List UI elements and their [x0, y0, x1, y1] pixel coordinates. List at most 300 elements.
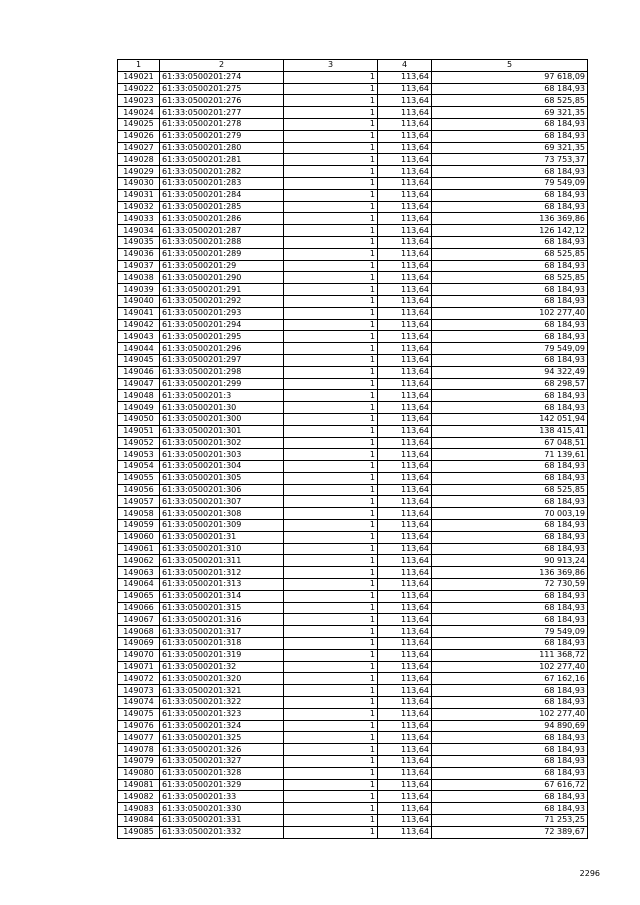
table-row	[118, 378, 588, 390]
row-number-cell: 149042	[118, 319, 160, 331]
count-cell: 1	[284, 437, 378, 449]
column-header-1: 1	[118, 60, 160, 72]
value-cell: 68 184,93	[432, 201, 588, 213]
table-row	[118, 83, 588, 95]
table-row	[118, 213, 588, 225]
row-number-cell: 149078	[118, 744, 160, 756]
row-number-cell: 149072	[118, 673, 160, 685]
value-cell: 79 549,09	[432, 177, 588, 189]
table-row	[118, 449, 588, 461]
value-cell: 68 184,93	[432, 319, 588, 331]
count-cell: 1	[284, 531, 378, 543]
count-cell: 1	[284, 815, 378, 827]
row-number-cell: 149052	[118, 437, 160, 449]
table-row	[118, 142, 588, 154]
rate-cell: 113,64	[378, 708, 432, 720]
row-number-cell: 149080	[118, 767, 160, 779]
table-row	[118, 154, 588, 166]
cadastral-number-cell: 61:33:0500201:286	[160, 213, 284, 225]
cadastral-number-cell: 61:33:0500201:332	[160, 826, 284, 838]
rate-cell: 113,64	[378, 366, 432, 378]
value-cell: 68 184,93	[432, 130, 588, 142]
rate-cell: 113,64	[378, 402, 432, 414]
rate-cell: 113,64	[378, 649, 432, 661]
cadastral-number-cell: 61:33:0500201:279	[160, 130, 284, 142]
table-row	[118, 319, 588, 331]
rate-cell: 113,64	[378, 248, 432, 260]
row-number-cell: 149021	[118, 71, 160, 83]
row-number-cell: 149076	[118, 720, 160, 732]
row-number-cell: 149073	[118, 685, 160, 697]
rate-cell: 113,64	[378, 71, 432, 83]
value-cell: 70 003,19	[432, 508, 588, 520]
count-cell: 1	[284, 248, 378, 260]
rate-cell: 113,64	[378, 590, 432, 602]
table-row	[118, 520, 588, 532]
rate-cell: 113,64	[378, 83, 432, 95]
count-cell: 1	[284, 720, 378, 732]
table-row	[118, 472, 588, 484]
cadastral-number-cell: 61:33:0500201:319	[160, 649, 284, 661]
cadastral-number-cell: 61:33:0500201:315	[160, 602, 284, 614]
value-cell: 68 184,93	[432, 697, 588, 709]
count-cell: 1	[284, 791, 378, 803]
cadastral-number-cell: 61:33:0500201:288	[160, 236, 284, 248]
count-cell: 1	[284, 154, 378, 166]
cadastral-number-cell: 61:33:0500201:295	[160, 331, 284, 343]
row-number-cell: 149082	[118, 791, 160, 803]
rate-cell: 113,64	[378, 484, 432, 496]
cadastral-number-cell: 61:33:0500201:311	[160, 555, 284, 567]
rate-cell: 113,64	[378, 508, 432, 520]
rate-cell: 113,64	[378, 661, 432, 673]
value-cell: 126 142,12	[432, 225, 588, 237]
value-cell: 136 369,86	[432, 567, 588, 579]
count-cell: 1	[284, 343, 378, 355]
rate-cell: 113,64	[378, 437, 432, 449]
rate-cell: 113,64	[378, 390, 432, 402]
count-cell: 1	[284, 673, 378, 685]
rate-cell: 113,64	[378, 154, 432, 166]
rate-cell: 113,64	[378, 767, 432, 779]
value-cell: 68 184,93	[432, 590, 588, 602]
table-row	[118, 295, 588, 307]
row-number-cell: 149041	[118, 307, 160, 319]
count-cell: 1	[284, 626, 378, 638]
rate-cell: 113,64	[378, 284, 432, 296]
value-cell: 69 321,35	[432, 107, 588, 119]
table-row	[118, 673, 588, 685]
cadastral-number-cell: 61:33:0500201:281	[160, 154, 284, 166]
table-row	[118, 708, 588, 720]
row-number-cell: 149051	[118, 425, 160, 437]
page-number: 2296	[579, 869, 600, 878]
count-cell: 1	[284, 590, 378, 602]
table-row	[118, 402, 588, 414]
rate-cell: 113,64	[378, 697, 432, 709]
row-number-cell: 149068	[118, 626, 160, 638]
table-row	[118, 649, 588, 661]
rate-cell: 113,64	[378, 142, 432, 154]
row-number-cell: 149057	[118, 496, 160, 508]
row-number-cell: 149074	[118, 697, 160, 709]
cadastral-number-cell: 61:33:0500201:313	[160, 579, 284, 591]
row-number-cell: 149032	[118, 201, 160, 213]
rate-cell: 113,64	[378, 449, 432, 461]
rate-cell: 113,64	[378, 166, 432, 178]
rate-cell: 113,64	[378, 378, 432, 390]
table-row	[118, 260, 588, 272]
row-number-cell: 149047	[118, 378, 160, 390]
count-cell: 1	[284, 579, 378, 591]
cadastral-number-cell: 61:33:0500201:323	[160, 708, 284, 720]
value-cell: 68 184,93	[432, 732, 588, 744]
rate-cell: 113,64	[378, 685, 432, 697]
cadastral-number-cell: 61:33:0500201:318	[160, 638, 284, 650]
count-cell: 1	[284, 472, 378, 484]
table-row	[118, 201, 588, 213]
cadastral-number-cell: 61:33:0500201:321	[160, 685, 284, 697]
count-cell: 1	[284, 767, 378, 779]
table-row	[118, 437, 588, 449]
cadastral-number-cell: 61:33:0500201:317	[160, 626, 284, 638]
rate-cell: 113,64	[378, 543, 432, 555]
value-cell: 68 184,93	[432, 791, 588, 803]
value-cell: 72 730,59	[432, 579, 588, 591]
row-number-cell: 149084	[118, 815, 160, 827]
value-cell: 73 753,37	[432, 154, 588, 166]
value-cell: 68 525,85	[432, 95, 588, 107]
cadastral-number-cell: 61:33:0500201:3	[160, 390, 284, 402]
table-row	[118, 744, 588, 756]
value-cell: 68 184,93	[432, 295, 588, 307]
value-cell: 71 139,61	[432, 449, 588, 461]
value-cell: 138 415,41	[432, 425, 588, 437]
value-cell: 68 184,93	[432, 83, 588, 95]
count-cell: 1	[284, 166, 378, 178]
cadastral-number-cell: 61:33:0500201:303	[160, 449, 284, 461]
cadastral-number-cell: 61:33:0500201:290	[160, 272, 284, 284]
value-cell: 72 389,67	[432, 826, 588, 838]
rate-cell: 113,64	[378, 567, 432, 579]
row-number-cell: 149038	[118, 272, 160, 284]
table-row	[118, 496, 588, 508]
row-number-cell: 149044	[118, 343, 160, 355]
row-number-cell: 149067	[118, 614, 160, 626]
table-row	[118, 236, 588, 248]
value-cell: 68 184,93	[432, 685, 588, 697]
value-cell: 79 549,09	[432, 626, 588, 638]
table-row	[118, 779, 588, 791]
cadastral-number-cell: 61:33:0500201:327	[160, 756, 284, 768]
value-cell: 68 184,93	[432, 354, 588, 366]
cadastral-number-cell: 61:33:0500201:278	[160, 118, 284, 130]
column-header-3: 3	[284, 60, 378, 72]
cadastral-number-cell: 61:33:0500201:31	[160, 531, 284, 543]
count-cell: 1	[284, 732, 378, 744]
row-number-cell: 149062	[118, 555, 160, 567]
rate-cell: 113,64	[378, 177, 432, 189]
value-cell: 68 184,93	[432, 236, 588, 248]
rate-cell: 113,64	[378, 118, 432, 130]
count-cell: 1	[284, 496, 378, 508]
cadastral-number-cell: 61:33:0500201:302	[160, 437, 284, 449]
table-row	[118, 579, 588, 591]
row-number-cell: 149055	[118, 472, 160, 484]
row-number-cell: 149060	[118, 531, 160, 543]
rate-cell: 113,64	[378, 791, 432, 803]
count-cell: 1	[284, 555, 378, 567]
count-cell: 1	[284, 272, 378, 284]
row-number-cell: 149031	[118, 189, 160, 201]
cadastral-number-cell: 61:33:0500201:30	[160, 402, 284, 414]
value-cell: 68 525,85	[432, 248, 588, 260]
table-row	[118, 543, 588, 555]
row-number-cell: 149079	[118, 756, 160, 768]
rate-cell: 113,64	[378, 319, 432, 331]
value-cell: 68 184,93	[432, 166, 588, 178]
count-cell: 1	[284, 602, 378, 614]
cadastral-number-cell: 61:33:0500201:297	[160, 354, 284, 366]
rate-cell: 113,64	[378, 614, 432, 626]
table-row	[118, 720, 588, 732]
table-row	[118, 413, 588, 425]
value-cell: 68 184,93	[432, 767, 588, 779]
value-cell: 68 184,93	[432, 402, 588, 414]
value-cell: 68 184,93	[432, 496, 588, 508]
value-cell: 111 368,72	[432, 649, 588, 661]
row-number-cell: 149046	[118, 366, 160, 378]
cadastral-number-cell: 61:33:0500201:305	[160, 472, 284, 484]
row-number-cell: 149036	[118, 248, 160, 260]
value-cell: 69 321,35	[432, 142, 588, 154]
table-row	[118, 331, 588, 343]
rate-cell: 113,64	[378, 531, 432, 543]
cadastral-number-cell: 61:33:0500201:291	[160, 284, 284, 296]
rate-cell: 113,64	[378, 260, 432, 272]
value-cell: 68 184,93	[432, 531, 588, 543]
table-body	[118, 71, 588, 838]
value-cell: 68 184,93	[432, 118, 588, 130]
row-number-cell: 149056	[118, 484, 160, 496]
row-number-cell: 149075	[118, 708, 160, 720]
data-table	[117, 59, 588, 839]
row-number-cell: 149045	[118, 354, 160, 366]
row-number-cell: 149035	[118, 236, 160, 248]
value-cell: 142 051,94	[432, 413, 588, 425]
table-row	[118, 71, 588, 83]
count-cell: 1	[284, 260, 378, 272]
row-number-cell: 149043	[118, 331, 160, 343]
table-row	[118, 638, 588, 650]
count-cell: 1	[284, 520, 378, 532]
cadastral-number-cell: 61:33:0500201:298	[160, 366, 284, 378]
rate-cell: 113,64	[378, 756, 432, 768]
value-cell: 68 184,93	[432, 331, 588, 343]
row-number-cell: 149034	[118, 225, 160, 237]
row-number-cell: 149023	[118, 95, 160, 107]
row-number-cell: 149069	[118, 638, 160, 650]
rate-cell: 113,64	[378, 461, 432, 473]
rate-cell: 113,64	[378, 307, 432, 319]
count-cell: 1	[284, 649, 378, 661]
rate-cell: 113,64	[378, 472, 432, 484]
value-cell: 68 184,93	[432, 284, 588, 296]
row-number-cell: 149081	[118, 779, 160, 791]
count-cell: 1	[284, 236, 378, 248]
row-number-cell: 149083	[118, 803, 160, 815]
rate-cell: 113,64	[378, 732, 432, 744]
rate-cell: 113,64	[378, 201, 432, 213]
count-cell: 1	[284, 708, 378, 720]
count-cell: 1	[284, 71, 378, 83]
row-number-cell: 149063	[118, 567, 160, 579]
row-number-cell: 149071	[118, 661, 160, 673]
row-number-cell: 149064	[118, 579, 160, 591]
row-number-cell: 149058	[118, 508, 160, 520]
table-row	[118, 425, 588, 437]
table-row	[118, 508, 588, 520]
cadastral-number-cell: 61:33:0500201:320	[160, 673, 284, 685]
rate-cell: 113,64	[378, 343, 432, 355]
count-cell: 1	[284, 449, 378, 461]
row-number-cell: 149061	[118, 543, 160, 555]
cadastral-number-cell: 61:33:0500201:329	[160, 779, 284, 791]
row-number-cell: 149054	[118, 461, 160, 473]
row-number-cell: 149025	[118, 118, 160, 130]
value-cell: 68 184,93	[432, 543, 588, 555]
count-cell: 1	[284, 95, 378, 107]
count-cell: 1	[284, 331, 378, 343]
table-row	[118, 732, 588, 744]
row-number-cell: 149028	[118, 154, 160, 166]
table-row	[118, 697, 588, 709]
row-number-cell: 149037	[118, 260, 160, 272]
table-row	[118, 177, 588, 189]
value-cell: 68 184,93	[432, 472, 588, 484]
count-cell: 1	[284, 614, 378, 626]
count-cell: 1	[284, 201, 378, 213]
value-cell: 68 184,93	[432, 602, 588, 614]
value-cell: 68 184,93	[432, 520, 588, 532]
count-cell: 1	[284, 402, 378, 414]
value-cell: 68 184,93	[432, 614, 588, 626]
table-row	[118, 791, 588, 803]
row-number-cell: 149077	[118, 732, 160, 744]
table-row	[118, 661, 588, 673]
value-cell: 97 618,09	[432, 71, 588, 83]
table-row	[118, 248, 588, 260]
table-row	[118, 354, 588, 366]
cadastral-number-cell: 61:33:0500201:300	[160, 413, 284, 425]
count-cell: 1	[284, 697, 378, 709]
row-number-cell: 149024	[118, 107, 160, 119]
count-cell: 1	[284, 295, 378, 307]
table-row	[118, 95, 588, 107]
value-cell: 94 890,69	[432, 720, 588, 732]
row-number-cell: 149027	[118, 142, 160, 154]
row-number-cell: 149048	[118, 390, 160, 402]
table-row	[118, 461, 588, 473]
cadastral-number-cell: 61:33:0500201:294	[160, 319, 284, 331]
count-cell: 1	[284, 756, 378, 768]
count-cell: 1	[284, 366, 378, 378]
table-row	[118, 555, 588, 567]
cadastral-number-cell: 61:33:0500201:328	[160, 767, 284, 779]
rate-cell: 113,64	[378, 520, 432, 532]
cadastral-number-cell: 61:33:0500201:282	[160, 166, 284, 178]
count-cell: 1	[284, 225, 378, 237]
cadastral-number-cell: 61:33:0500201:299	[160, 378, 284, 390]
count-cell: 1	[284, 425, 378, 437]
row-number-cell: 149039	[118, 284, 160, 296]
cadastral-number-cell: 61:33:0500201:309	[160, 520, 284, 532]
value-cell: 102 277,40	[432, 307, 588, 319]
cadastral-number-cell: 61:33:0500201:304	[160, 461, 284, 473]
table-row	[118, 225, 588, 237]
cadastral-number-cell: 61:33:0500201:277	[160, 107, 284, 119]
count-cell: 1	[284, 638, 378, 650]
value-cell: 68 184,93	[432, 260, 588, 272]
cadastral-number-cell: 61:33:0500201:33	[160, 791, 284, 803]
value-cell: 68 184,93	[432, 803, 588, 815]
column-header-4: 4	[378, 60, 432, 72]
rate-cell: 113,64	[378, 95, 432, 107]
rate-cell: 113,64	[378, 555, 432, 567]
value-cell: 102 277,40	[432, 708, 588, 720]
count-cell: 1	[284, 319, 378, 331]
count-cell: 1	[284, 213, 378, 225]
rate-cell: 113,64	[378, 272, 432, 284]
count-cell: 1	[284, 508, 378, 520]
rate-cell: 113,64	[378, 496, 432, 508]
row-number-cell: 149070	[118, 649, 160, 661]
table-row	[118, 602, 588, 614]
value-cell: 67 616,72	[432, 779, 588, 791]
table-row	[118, 284, 588, 296]
row-number-cell: 149030	[118, 177, 160, 189]
cadastral-number-cell: 61:33:0500201:283	[160, 177, 284, 189]
count-cell: 1	[284, 744, 378, 756]
value-cell: 67 162,16	[432, 673, 588, 685]
count-cell: 1	[284, 461, 378, 473]
value-cell: 68 184,93	[432, 390, 588, 402]
value-cell: 94 322,49	[432, 366, 588, 378]
row-number-cell: 149022	[118, 83, 160, 95]
table-row	[118, 484, 588, 496]
cadastral-number-cell: 61:33:0500201:322	[160, 697, 284, 709]
cadastral-number-cell: 61:33:0500201:301	[160, 425, 284, 437]
cadastral-number-cell: 61:33:0500201:310	[160, 543, 284, 555]
value-cell: 68 525,85	[432, 484, 588, 496]
rate-cell: 113,64	[378, 638, 432, 650]
table-header-row	[118, 60, 588, 72]
count-cell: 1	[284, 803, 378, 815]
value-cell: 79 549,09	[432, 343, 588, 355]
row-number-cell: 149065	[118, 590, 160, 602]
rate-cell: 113,64	[378, 130, 432, 142]
value-cell: 68 184,93	[432, 461, 588, 473]
cadastral-number-cell: 61:33:0500201:324	[160, 720, 284, 732]
table-row	[118, 614, 588, 626]
count-cell: 1	[284, 83, 378, 95]
rate-cell: 113,64	[378, 579, 432, 591]
rate-cell: 113,64	[378, 295, 432, 307]
table-row	[118, 567, 588, 579]
cadastral-number-cell: 61:33:0500201:307	[160, 496, 284, 508]
cadastral-number-cell: 61:33:0500201:285	[160, 201, 284, 213]
count-cell: 1	[284, 177, 378, 189]
